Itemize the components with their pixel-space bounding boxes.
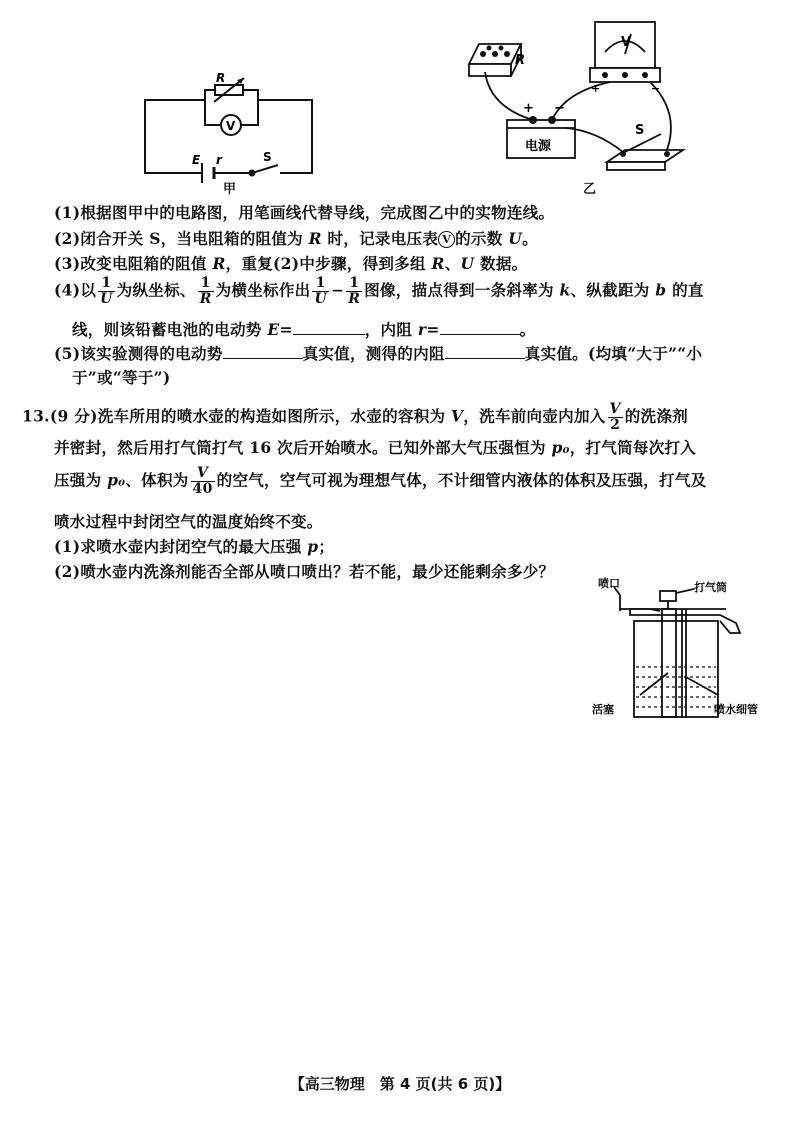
q12-part4: (4)以 $\frac{1}{U}$ 为纵坐标、 $\frac{1}{R}$ 为横坐标作出 $\frac{1}{U}$ − $\frac{1}{R}$ 图像，描点得到一条斜率为 k、纵截距为 b 的直 <box>54 275 704 307</box>
tube-label: 喷水细管 <box>714 703 758 716</box>
meter-label-v: V <box>621 35 632 50</box>
answer-blank-r-compare[interactable] <box>445 344 525 359</box>
switch-label-s: S <box>635 123 645 138</box>
q13-line3: 压强为 p₀、体积为 $\frac{V}{40}$ 的空气，空气可视为理想气体，不计细管内液体的体积及压强，打气及 <box>54 465 707 497</box>
label-r: R <box>216 71 226 85</box>
meter-minus: − <box>651 82 661 95</box>
q12-part2: (2)闭合开关 S，当电阻箱的阻值为 R 时，记录电压表 V 的示数 U。 <box>54 229 538 248</box>
power-supply-label: 电源 <box>525 139 552 154</box>
q12-part5-cont: 于”或“等于”) <box>72 368 171 387</box>
box-label-r: R <box>515 53 526 68</box>
power-plus: + <box>523 101 534 116</box>
q13-line1: 13.(9 分)洗车所用的喷水壶的构造如图所示，水壶的容积为 V，洗车前向壶内加入 $\frac{V}{2}$ 的洗涤剂 <box>22 401 688 433</box>
q13-line2: 并密封，然后用打气筒打气 16 次后开始喷水。已知外部大气压强恒为 p₀，打气筒每次打入 <box>54 438 697 457</box>
answer-blank-emf[interactable] <box>293 320 365 335</box>
q13-part1: (1)求喷水壶内封闭空气的最大压强 p； <box>54 537 335 556</box>
answer-blank-emf-compare[interactable] <box>223 344 303 359</box>
piston-label: 活塞 <box>592 703 614 716</box>
meter-plus: + <box>591 82 601 95</box>
circuit-diagram-jia <box>130 70 320 190</box>
answer-blank-resistance[interactable] <box>440 320 520 335</box>
q12-part3: (3)改变电阻箱的阻值 R，重复(2)中步骤，得到多组 R、U 数据。 <box>54 254 528 273</box>
apparatus-diagram-yi <box>455 12 695 197</box>
label-s: S <box>263 150 272 164</box>
pump-label: 打气筒 <box>694 581 727 594</box>
q12-part4-cont: 线，则该铅蓄电池的电动势 E= ，内阻 r= 。 <box>72 320 536 339</box>
label-e: E <box>192 153 201 167</box>
label-internal-r: r <box>216 153 222 167</box>
q13-part2: (2)喷水壶内洗涤剂能否全部从喷口喷出？若不能，最少还能剩余多少？ <box>54 562 555 581</box>
voltmeter-label: V <box>226 119 236 133</box>
sprayer-diagram <box>590 577 790 722</box>
nozzle-label: 喷口 <box>598 577 620 590</box>
page-footer: 【高三物理 第 4 页(共 6 页)】 <box>289 1075 511 1093</box>
power-minus: − <box>554 101 565 116</box>
q12-part1: (1)根据图甲中的电路图，用笔画线代替导线，完成图乙中的实物连线。 <box>54 203 555 222</box>
q13-line4: 喷水过程中封闭空气的温度始终不变。 <box>54 512 323 531</box>
figure-caption-jia: 甲 <box>223 182 237 197</box>
q12-part5: (5)该实验测得的电动势 真实值，测得的内阻 真实值。(均填“大于”“小 <box>54 344 703 363</box>
figure-caption-yi: 乙 <box>583 182 597 197</box>
